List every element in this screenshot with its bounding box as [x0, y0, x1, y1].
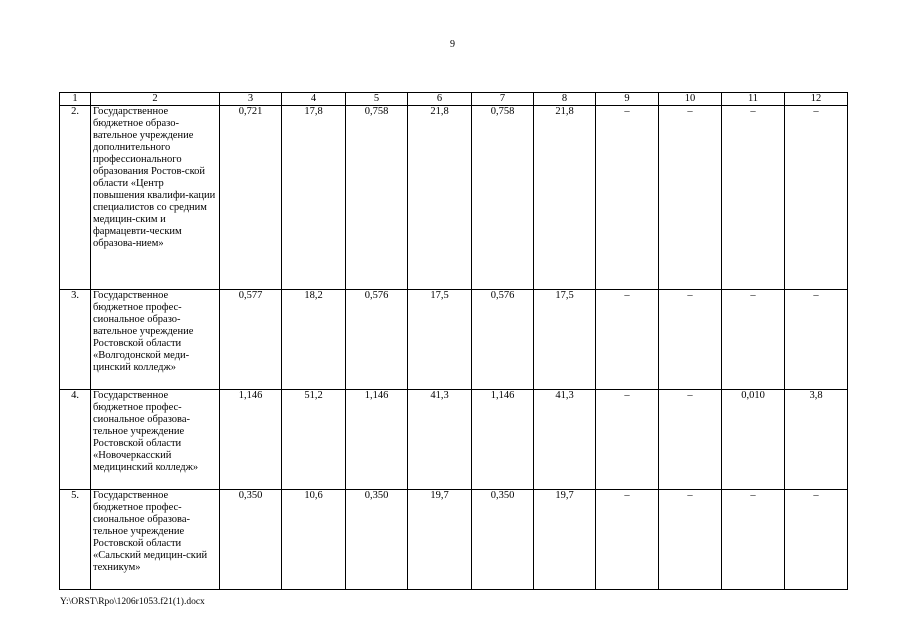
table-cell: –	[722, 290, 785, 390]
table-cell: 51,2	[282, 390, 346, 490]
table-header-row	[60, 93, 848, 106]
table-cell: 19,7	[408, 490, 472, 590]
table-row	[60, 490, 848, 590]
column-header: 7	[472, 93, 534, 106]
table-row	[60, 390, 848, 490]
table-cell: 17,5	[408, 290, 472, 390]
table-cell: 0,010	[722, 390, 785, 490]
table-cell: 0,758	[472, 106, 534, 290]
table-cell: 0,577	[220, 290, 282, 390]
file-path-footer: Y:\ORST\Rpo\1206r1053.f21(1).docx	[60, 597, 205, 607]
table-cell: 3,8	[785, 390, 848, 490]
table-cell: 0,350	[472, 490, 534, 590]
column-header: 6	[408, 93, 472, 106]
table-cell: –	[596, 290, 659, 390]
table-cell: 17,8	[282, 106, 346, 290]
table-cell: –	[722, 106, 785, 290]
table-cell: 21,8	[408, 106, 472, 290]
table-cell: –	[785, 290, 848, 390]
table-cell: 21,8	[534, 106, 596, 290]
table-cell: 1,146	[220, 390, 282, 490]
table-cell: –	[596, 390, 659, 490]
column-header: 8	[534, 93, 596, 106]
table-row	[60, 106, 848, 290]
table-cell: 10,6	[282, 490, 346, 590]
table-cell: 0,576	[472, 290, 534, 390]
institution-name: Государственное бюджетное образо-вательное учреждение дополнительного профессионального образования Ростов-ской области «Центр повышения квалифи-кации специалистов со средним медицин-ским и фармацевти-ческим образова-нием»	[91, 106, 220, 290]
table-cell: 17,5	[534, 290, 596, 390]
table-cell: –	[596, 490, 659, 590]
table-cell: –	[596, 106, 659, 290]
column-header: 12	[785, 93, 848, 106]
table-cell: 41,3	[408, 390, 472, 490]
column-header: 2	[91, 93, 220, 106]
institution-name: Государственное бюджетное профес-сиональное образова-тельное учреждение Ростовской области «Сальский медицин-ский техникум»	[91, 490, 220, 590]
table-cell: 0,721	[220, 106, 282, 290]
table-cell: 0,350	[346, 490, 408, 590]
column-header: 3	[220, 93, 282, 106]
table-cell: –	[785, 106, 848, 290]
row-number: 3.	[60, 290, 91, 390]
row-number: 4.	[60, 390, 91, 490]
table-row	[60, 290, 848, 390]
page-number: 9	[450, 39, 455, 50]
column-header: 11	[722, 93, 785, 106]
table-cell: –	[659, 490, 722, 590]
data-table	[59, 92, 848, 590]
table-cell: –	[659, 106, 722, 290]
column-header: 5	[346, 93, 408, 106]
table-cell: –	[659, 290, 722, 390]
row-number: 5.	[60, 490, 91, 590]
table-cell: 1,146	[346, 390, 408, 490]
table-cell: 19,7	[534, 490, 596, 590]
table-body	[60, 106, 848, 590]
institution-name: Государственное бюджетное профес-сиональное образо-вательное учреждение Ростовской области «Волгодонской меди-цинский колледж»	[91, 290, 220, 390]
table-cell: 18,2	[282, 290, 346, 390]
table-cell: –	[659, 390, 722, 490]
table-cell: 41,3	[534, 390, 596, 490]
column-header: 1	[60, 93, 91, 106]
column-header: 4	[282, 93, 346, 106]
institution-name: Государственное бюджетное профес-сиональное образова-тельное учреждение Ростовской области «Новочеркасский медицинский колледж»	[91, 390, 220, 490]
table-cell: 0,758	[346, 106, 408, 290]
table-cell: –	[785, 490, 848, 590]
row-number: 2.	[60, 106, 91, 290]
column-header: 10	[659, 93, 722, 106]
table-cell: –	[722, 490, 785, 590]
table-cell: 0,350	[220, 490, 282, 590]
table-cell: 1,146	[472, 390, 534, 490]
column-header: 9	[596, 93, 659, 106]
table-cell: 0,576	[346, 290, 408, 390]
